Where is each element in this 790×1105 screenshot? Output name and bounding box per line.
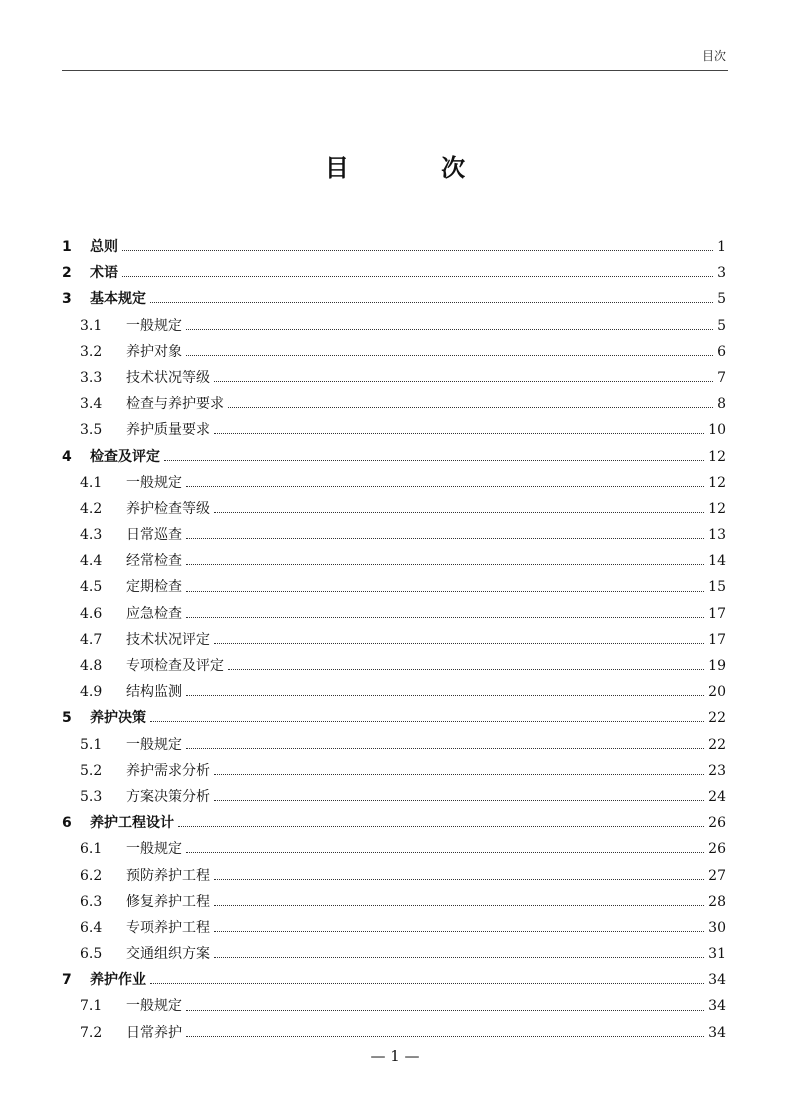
toc-entry-page: 5 — [717, 291, 726, 308]
toc-entry-number: 4.9 — [80, 684, 103, 701]
toc-chapter-entry[interactable] — [62, 810, 726, 836]
toc-entry-page: 19 — [708, 658, 726, 674]
toc-entry-number: 4.2 — [80, 500, 103, 517]
header-rule — [62, 70, 728, 71]
toc-entry-number: 3.4 — [80, 396, 103, 413]
dot-leader — [150, 301, 713, 303]
toc-entry-page: 24 — [708, 788, 726, 805]
toc-entry-number: 4.6 — [80, 605, 103, 622]
toc-entry-number: 3.1 — [80, 317, 103, 334]
toc-entry-number: 1 — [62, 239, 72, 255]
dot-leader — [186, 354, 713, 356]
page-number: — 1 — — [370, 1047, 420, 1065]
dot-leader — [186, 537, 704, 539]
toc-entry-page: 34 — [708, 998, 726, 1015]
toc-section-entry[interactable] — [62, 836, 726, 862]
toc-entry-page: 15 — [708, 579, 726, 596]
toc-entry-number: 2 — [62, 265, 72, 282]
toc-section-entry[interactable] — [62, 653, 726, 679]
toc-entry-page: 17 — [708, 605, 726, 622]
dot-leader — [228, 668, 704, 670]
toc-entry-title: 总则 — [90, 239, 118, 255]
toc-entry-page: 8 — [717, 396, 726, 413]
toc-entry-title: 一般规定 — [126, 998, 182, 1015]
dot-leader — [122, 249, 713, 251]
toc-entry-number: 4.7 — [80, 631, 103, 648]
toc-entry-page: 6 — [717, 343, 726, 360]
toc-entry-page: 14 — [708, 553, 726, 570]
toc-chapter-entry[interactable] — [62, 444, 726, 470]
toc-entry-title: 定期检查 — [126, 579, 182, 596]
dot-leader — [214, 773, 704, 775]
toc-entry-title: 养护检查等级 — [126, 500, 210, 517]
toc-section-entry[interactable] — [62, 339, 726, 365]
toc-entry-page: 30 — [708, 919, 726, 936]
toc-entry-page: 26 — [708, 815, 726, 832]
toc-entry-page: 12 — [708, 500, 726, 517]
toc-section-entry[interactable] — [62, 391, 726, 417]
toc-entry-title: 养护工程设计 — [90, 815, 174, 832]
toc-section-entry[interactable] — [62, 470, 726, 496]
toc-section-entry[interactable] — [62, 679, 726, 705]
toc-section-entry[interactable] — [62, 627, 726, 653]
toc-entry-title: 一般规定 — [126, 474, 182, 491]
toc-entry-number: 4.1 — [80, 474, 103, 491]
dot-leader — [186, 694, 704, 696]
toc-entry-number: 5.2 — [80, 762, 103, 779]
dot-leader — [186, 1009, 704, 1011]
toc-entry-title: 方案决策分析 — [126, 788, 210, 805]
toc-entry-number: 4 — [62, 448, 72, 465]
toc-section-entry[interactable] — [62, 522, 726, 548]
toc-entry-number: 5.1 — [80, 736, 103, 753]
toc-entry-number: 6.2 — [80, 867, 103, 884]
toc-section-entry[interactable] — [62, 313, 726, 339]
toc-entry-title: 养护决策 — [90, 710, 146, 727]
toc-entry-title: 检查及评定 — [90, 448, 160, 465]
toc-entry-number: 4.8 — [80, 658, 103, 674]
running-header: 目次 — [701, 49, 726, 63]
toc-entry-page: 27 — [708, 867, 726, 884]
toc-entry-page: 17 — [708, 631, 726, 648]
toc-entry-number: 7.2 — [80, 1024, 103, 1041]
toc-entry-title: 技术状况等级 — [126, 369, 210, 386]
table-of-contents — [62, 234, 726, 1046]
toc-section-entry[interactable] — [62, 863, 726, 889]
toc-chapter-entry[interactable] — [62, 705, 726, 731]
toc-entry-page: 12 — [708, 448, 726, 465]
toc-entry-title: 养护作业 — [90, 972, 146, 989]
toc-entry-title: 养护需求分析 — [126, 762, 210, 779]
dot-leader — [122, 275, 713, 277]
toc-chapter-entry[interactable] — [62, 260, 726, 286]
toc-entry-page: 3 — [717, 265, 726, 282]
toc-entry-title: 经常检查 — [126, 553, 182, 570]
toc-entry-title: 技术状况评定 — [126, 631, 210, 648]
toc-section-entry[interactable] — [62, 496, 726, 522]
dot-leader — [214, 799, 704, 801]
toc-entry-number: 4.3 — [80, 527, 103, 544]
toc-entry-page: 20 — [708, 684, 726, 701]
toc-entry-page: 12 — [708, 474, 726, 491]
toc-section-entry[interactable] — [62, 758, 726, 784]
toc-entry-number: 3.5 — [80, 422, 103, 439]
toc-section-entry[interactable] — [62, 548, 726, 574]
dot-leader — [186, 328, 713, 330]
toc-entry-number: 6.3 — [80, 893, 103, 910]
dot-leader — [214, 956, 704, 958]
toc-entry-page: 26 — [708, 841, 726, 858]
toc-entry-title: 基本规定 — [90, 291, 146, 308]
toc-entry-page: 22 — [708, 710, 726, 727]
dot-leader — [186, 485, 704, 487]
toc-entry-title: 日常养护 — [126, 1024, 182, 1041]
toc-section-entry[interactable] — [62, 574, 726, 600]
dot-leader — [164, 459, 704, 461]
toc-entry-number: 6.4 — [80, 919, 103, 936]
dot-leader — [186, 1035, 704, 1037]
toc-entry-title: 术语 — [90, 265, 118, 282]
dot-leader — [214, 878, 704, 880]
toc-entry-page: 34 — [708, 972, 726, 989]
toc-chapter-entry[interactable] — [62, 286, 726, 312]
toc-entry-title: 结构监测 — [126, 684, 182, 701]
dot-leader — [214, 380, 713, 382]
toc-entry-page: 1 — [717, 239, 726, 255]
toc-chapter-entry[interactable] — [62, 967, 726, 993]
dot-leader — [214, 511, 704, 513]
toc-entry-title: 修复养护工程 — [126, 893, 210, 910]
dot-leader — [150, 982, 704, 984]
dot-leader — [186, 616, 704, 618]
toc-section-entry[interactable] — [62, 941, 726, 967]
toc-section-entry[interactable] — [62, 993, 726, 1019]
toc-entry-number: 3 — [62, 291, 72, 308]
toc-section-entry[interactable] — [62, 915, 726, 941]
toc-entry-title: 交通组织方案 — [126, 946, 210, 963]
dot-leader — [228, 406, 713, 408]
toc-entry-title: 一般规定 — [126, 841, 182, 858]
toc-section-entry[interactable] — [62, 784, 726, 810]
toc-entry-title: 专项检查及评定 — [126, 658, 224, 674]
toc-entry-title: 日常巡查 — [126, 527, 182, 544]
toc-entry-number: 4.4 — [80, 553, 103, 570]
toc-section-entry[interactable] — [62, 732, 726, 758]
toc-entry-page: 13 — [708, 527, 726, 544]
dot-leader — [186, 851, 704, 853]
toc-entry-number: 5.3 — [80, 788, 103, 805]
toc-entry-title: 检查与养护要求 — [126, 396, 224, 413]
toc-entry-number: 6.1 — [80, 841, 103, 858]
toc-entry-title: 养护对象 — [126, 343, 182, 360]
toc-entry-number: 3.2 — [80, 343, 103, 360]
toc-entry-page: 31 — [708, 946, 726, 963]
page-title: 目 次 — [324, 154, 508, 182]
dot-leader — [186, 747, 704, 749]
toc-section-entry[interactable] — [62, 1020, 726, 1046]
toc-entry-title: 应急检查 — [126, 605, 182, 622]
toc-entry-number: 7.1 — [80, 998, 103, 1015]
toc-section-entry[interactable] — [62, 601, 726, 627]
dot-leader — [186, 563, 704, 565]
dot-leader — [214, 642, 704, 644]
toc-section-entry[interactable] — [62, 417, 726, 443]
dot-leader — [214, 904, 704, 906]
dot-leader — [150, 720, 704, 722]
toc-entry-title: 一般规定 — [126, 736, 182, 753]
toc-entry-title: 一般规定 — [126, 317, 182, 334]
toc-entry-number: 3.3 — [80, 369, 103, 386]
dot-leader — [214, 930, 704, 932]
toc-entry-page: 28 — [708, 893, 726, 910]
toc-chapter-entry[interactable] — [62, 234, 726, 260]
toc-entry-number: 6 — [62, 815, 72, 832]
dot-leader — [178, 825, 704, 827]
toc-entry-page: 5 — [717, 317, 726, 334]
toc-entry-number: 7 — [62, 972, 72, 989]
toc-entry-page: 10 — [708, 422, 726, 439]
toc-entry-title: 专项养护工程 — [126, 919, 210, 936]
toc-entry-page: 23 — [708, 762, 726, 779]
toc-entry-number: 5 — [62, 710, 72, 727]
toc-entry-page: 34 — [708, 1024, 726, 1041]
toc-entry-number: 4.5 — [80, 579, 103, 596]
dot-leader — [214, 432, 704, 434]
toc-entry-number: 6.5 — [80, 946, 103, 963]
toc-entry-title: 预防养护工程 — [126, 867, 210, 884]
toc-section-entry[interactable] — [62, 889, 726, 915]
toc-entry-page: 7 — [717, 369, 726, 386]
dot-leader — [186, 590, 704, 592]
toc-entry-page: 22 — [708, 736, 726, 753]
toc-entry-title: 养护质量要求 — [126, 422, 210, 439]
toc-section-entry[interactable] — [62, 365, 726, 391]
